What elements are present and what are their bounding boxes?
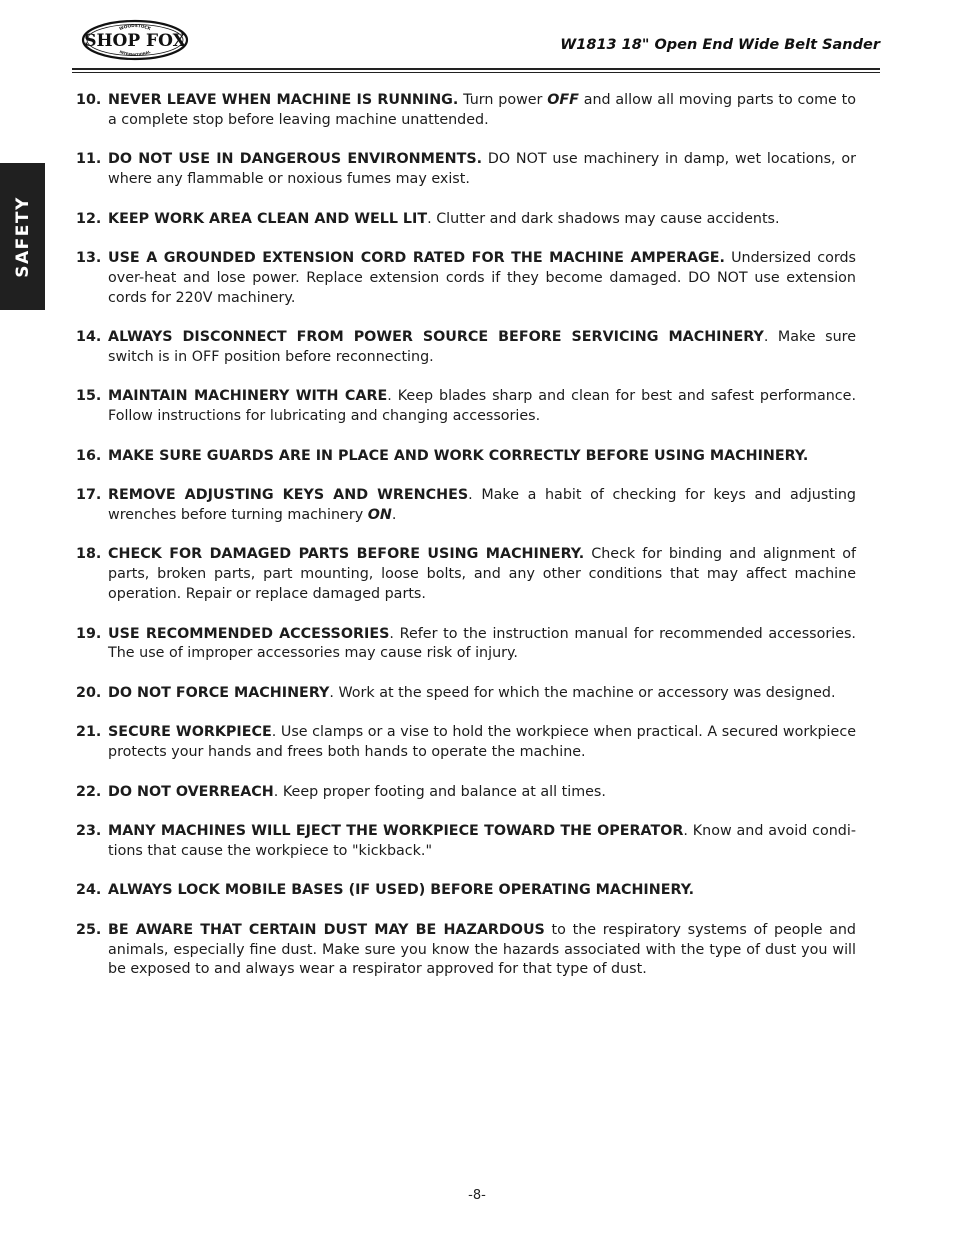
- safety-rule-22: [76, 783, 856, 803]
- rule-number: 13.: [76, 250, 102, 267]
- rule-text: [108, 625, 856, 665]
- rule-number: 11.: [76, 151, 102, 168]
- rule-number: 24.: [76, 882, 102, 899]
- rule-text: [108, 150, 856, 190]
- rule-text: [108, 387, 856, 427]
- rule-text: [108, 684, 856, 704]
- rule-description: . Refer to the instruction manual for recommended accessories. The use of improper accessories may cause risk of injury.: [108, 625, 856, 662]
- rule-number: 22.: [76, 783, 102, 800]
- rule-heading: CHECK FOR DAMAGED PARTS BEFORE USING MACHINERY.: [108, 546, 585, 563]
- rule-description: Turn power: [458, 92, 548, 108]
- safety-rule-23: [76, 822, 856, 862]
- rule-heading: BE AWARE THAT CERTAIN DUST MAY BE HAZARDOUS: [108, 921, 545, 938]
- rule-number: 21.: [76, 724, 102, 741]
- rule-heading: SECURE WORKPIECE: [108, 724, 272, 741]
- safety-rules-list: [76, 91, 856, 1000]
- rule-description: . Make sure switch is in OFF position before reconnecting.: [108, 329, 856, 365]
- safety-rule-21: [76, 723, 856, 763]
- rule-description-end: .: [391, 506, 397, 523]
- rule-text: [108, 447, 856, 467]
- logo-arc-bottom-text: INTERNATIONAL: [118, 49, 152, 58]
- rule-heading: DO NOT FORCE MACHINERY: [108, 684, 330, 701]
- safety-section-tab: [0, 163, 45, 310]
- rule-description: to the respiratory systems of people and animals, especially fine dust. Make sure you know the hazards associated with the type of dust you will be exposed to and always wear a respirator approved for that type of dust.: [108, 921, 856, 978]
- rule-text: [108, 210, 856, 230]
- rule-number: 25.: [76, 921, 102, 938]
- logo-arc-top-text: WOODSTOCK: [118, 22, 152, 32]
- rule-description: . Keep blades sharp and clean for best and safest performance. Follow instructions for lubricating and changing accessories.: [108, 388, 856, 425]
- rule-description: . Keep proper footing and balance at all times.: [273, 783, 606, 800]
- rule-description: . Work at the speed for which the machine or accessory was designed.: [329, 684, 836, 701]
- rule-heading: USE A GROUNDED EXTENSION CORD RATED FOR THE MACHINE AMPERAGE.: [108, 250, 725, 267]
- safety-rule-17: [76, 486, 856, 526]
- rule-text: [108, 822, 856, 862]
- rule-heading: DO NOT USE IN DANGEROUS ENVIRONMENTS.: [108, 151, 483, 168]
- rule-heading: MANY MACHINES WILL EJECT THE WORKPIECE TOWARD THE OPERATOR: [108, 823, 684, 840]
- rule-description: . Use clamps or a vise to hold the workpiece when practical. A secured workpiece protects your hands and frees both hands to operate the machine.: [108, 724, 856, 761]
- safety-rule-18: [76, 545, 856, 604]
- rule-heading: MAKE SURE GUARDS ARE IN PLACE AND WORK CORRECTLY BEFORE USING MACHINERY.: [108, 447, 809, 464]
- rule-text: [108, 249, 856, 308]
- logo-wordmark: SHOP FOX: [84, 31, 186, 51]
- rule-number: 19.: [76, 625, 102, 642]
- safety-rule-19: [76, 625, 856, 665]
- rule-heading: REMOVE ADJUSTING KEYS AND WRENCHES: [108, 487, 469, 504]
- rule-text: [108, 783, 856, 803]
- rule-number: 18.: [76, 546, 102, 563]
- rule-description: DO NOT use machinery in damp, wet locations, or where any flammable or noxious fumes may exist.: [108, 151, 856, 188]
- rule-description: Undersized cords over-heat and lose power. Replace extension cords if they become damaged. DO NOT use extension cords for 220V machinery.: [108, 250, 856, 306]
- rule-emphasis: OFF: [547, 92, 579, 108]
- rule-number: 16.: [76, 447, 102, 464]
- safety-rule-11: [76, 150, 856, 190]
- rule-text: [108, 545, 856, 604]
- rule-heading: KEEP WORK AREA CLEAN AND WELL LIT: [108, 210, 428, 227]
- document-title: W1813 18" Open End Wide Belt Sander: [560, 37, 880, 53]
- page-number: -8-: [468, 1188, 486, 1203]
- safety-rule-20: [76, 684, 856, 704]
- rule-text: [108, 723, 856, 763]
- rule-description: . Know and avoid condi-tions that cause the workpiece to "kickback.": [108, 823, 856, 859]
- rule-number: 10.: [76, 92, 102, 108]
- rule-text: [108, 91, 856, 131]
- rule-number: 15.: [76, 388, 102, 405]
- rule-number: 20.: [76, 684, 102, 701]
- rule-text: [108, 328, 856, 368]
- rule-heading: NEVER LEAVE WHEN MACHINE IS RUNNING.: [108, 92, 459, 108]
- rule-heading: ALWAYS DISCONNECT FROM POWER SOURCE BEFORE SERVICING MACHINERY: [108, 329, 764, 346]
- safety-rule-24: [76, 881, 856, 901]
- rule-heading: MAINTAIN MACHINERY WITH CARE: [108, 388, 388, 405]
- rule-emphasis: ON: [367, 506, 392, 523]
- rule-description: . Clutter and dark shadows may cause accidents.: [427, 210, 780, 227]
- safety-rule-12: [76, 210, 856, 230]
- rule-description: . Make a habit of checking for keys and adjusting wrenches before turning machinery: [108, 487, 856, 523]
- safety-rule-25: [76, 921, 856, 980]
- header-rule-thin: [72, 72, 880, 73]
- rule-heading: ALWAYS LOCK MOBILE BASES (IF USED) BEFORE OPERATING MACHINERY.: [108, 882, 695, 899]
- rule-number: 12.: [76, 210, 102, 227]
- rule-number: 23.: [76, 823, 102, 840]
- header-rule-thick: [72, 68, 880, 70]
- rule-description-end: and allow all moving parts to come to a complete stop before leaving machine unattended.: [108, 92, 856, 128]
- safety-rule-16: [76, 447, 856, 467]
- safety-rule-15: [76, 387, 856, 427]
- rule-text: [108, 486, 856, 526]
- rule-description: Check for binding and alignment of parts, broken parts, part mounting, loose bolts, and any other conditions that may affect machine operation. Repair or replace damaged parts.: [108, 546, 857, 603]
- rule-text: [108, 921, 856, 980]
- rule-number: 17.: [76, 487, 102, 504]
- safety-rule-10: [76, 91, 856, 131]
- shop-fox-logo: [80, 16, 190, 62]
- safety-tab-label: SAFETY: [12, 195, 33, 278]
- safety-rule-14: [76, 328, 856, 368]
- rule-heading: DO NOT OVERREACH: [108, 783, 274, 800]
- rule-number: 14.: [76, 329, 102, 346]
- safety-rule-13: [76, 249, 856, 308]
- rule-heading: USE RECOMMENDED ACCESSORIES: [108, 625, 390, 642]
- rule-text: [108, 881, 856, 901]
